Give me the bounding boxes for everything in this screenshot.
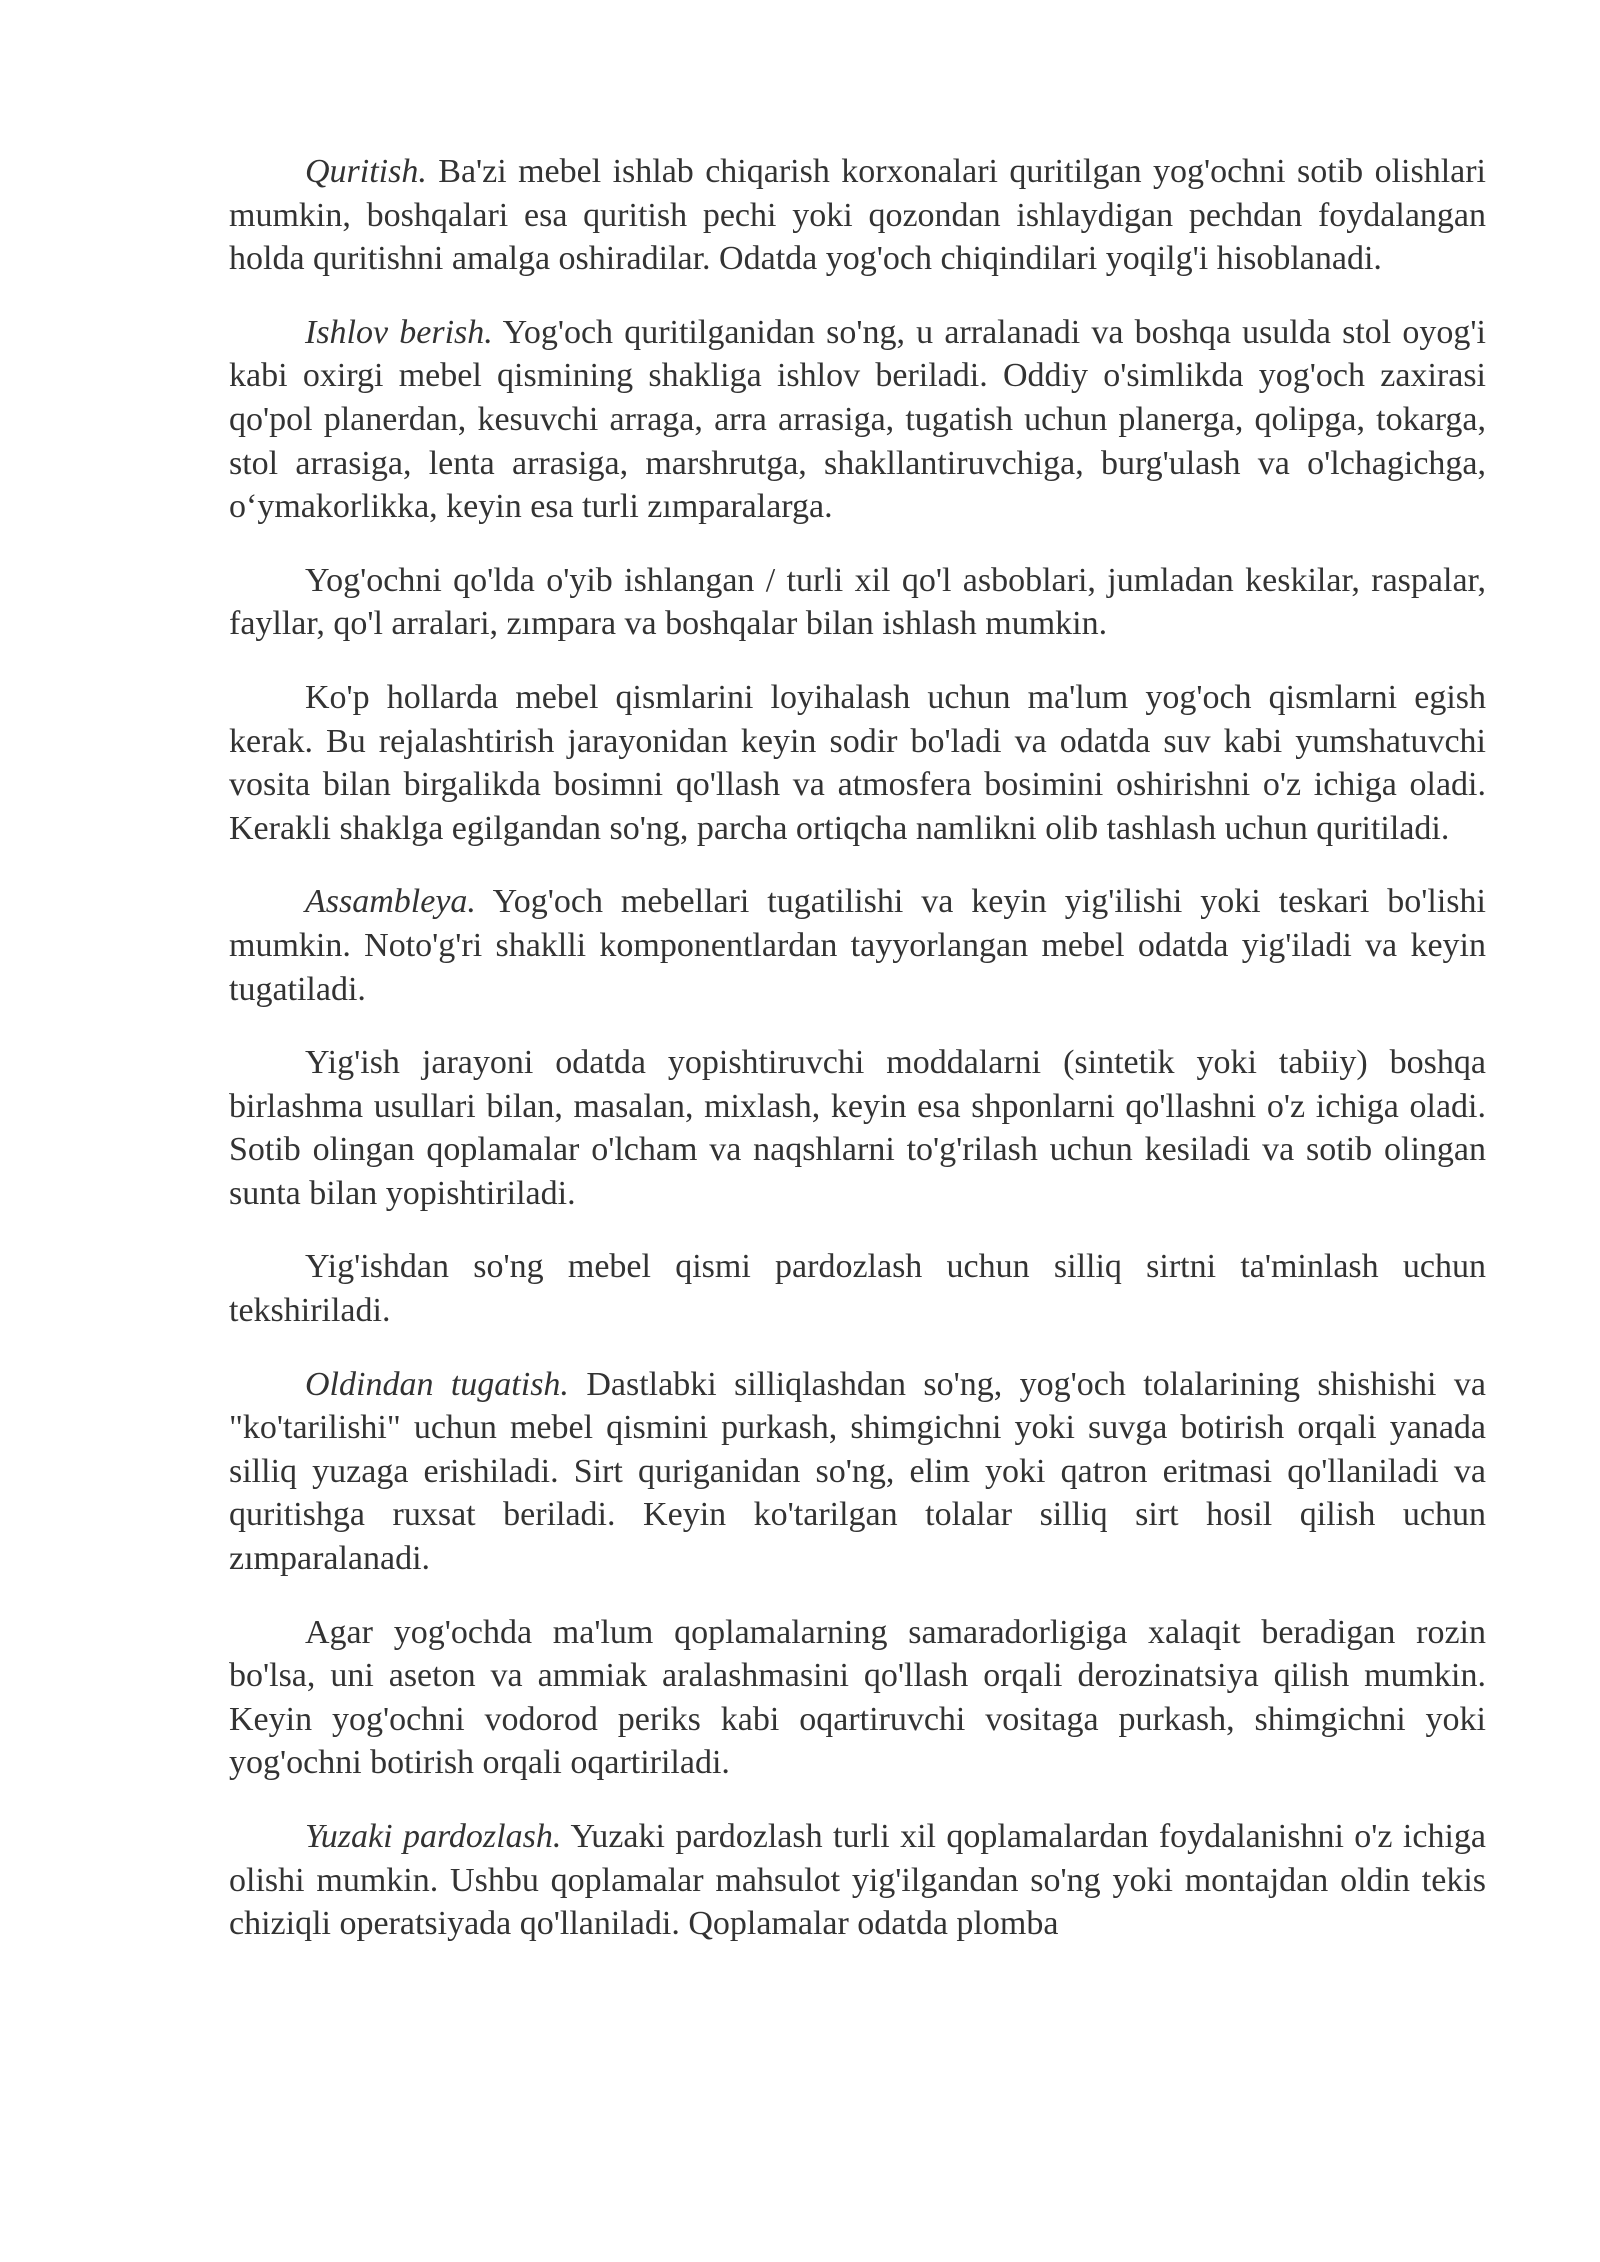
paragraph-derosination xyxy=(229,1611,1486,1785)
paragraph-text: Yog'och quritilganidan so'ng, u arralanadi va boshqa usulda stol oyog'i kabi oxirgi mebel qismining shakliga ishlov beriladi. Oddiy o'simlikda yog'och zaxirasi qo'pol planerdan, kesuvchi arraga, arra arrasiga, tugatish uchun planerga, qolipga, tokarga, stol arrasiga, lenta arrasiga, marshrutga, shakllantiruvchiga, burg'ulash va o'lchagichga, o‘ymakorlikka, keyin esa turli zımparalarga. xyxy=(229,313,1486,526)
paragraph-text: Yog'och mebellari tugatilishi va keyin yig'ilishi yoki teskari bo'lishi mumkin. Noto'g'ri shaklli komponentlardan tayyorlangan mebel odatda yig'iladi va keyin tugatiladi. xyxy=(229,883,1486,1008)
paragraph-lead: Assambleya. xyxy=(305,883,476,921)
paragraph-text: Yuzaki pardozlash turli xil qoplamalardan foydalanishni o'z ichiga olishi mumkin. Ushbu qoplamalar mahsulot yig'ilgandan so'ng yoki montajdan oldin tekis chiziqli operatsiyada qo'llaniladi. Qoplamalar odatda plomba xyxy=(229,1818,1487,1943)
paragraph-lead: Oldindan tugatish. xyxy=(305,1365,569,1403)
paragraph-text: Dastlabki silliqlashdan so'ng, yog'och tolalarining shishishi va "ko'tarilishi" uchun mebel qismini purkash, shimgichni yoki suvga botirish orqali yanada silliq yuzaga erishiladi. Sirt quriganidan so'ng, elim yoki qatron eritmasi qo'llaniladi va quritishga ruxsat beriladi. Keyin ko'tarilgan tolalar silliq sirt hosil qilish uchun zımparalanadi. xyxy=(229,1365,1486,1578)
paragraph-oldindan-tugatish xyxy=(229,1363,1486,1581)
paragraph-text: Yog'ochni qo'lda o'yib ishlangan / turli xil qo'l asboblari, jumladan keskilar, raspalar, fayllar, qo'l arralari, zımpara va boshqalar bilan ishlash mumkin. xyxy=(229,561,1486,643)
paragraph-lead: Ishlov berish. xyxy=(305,313,493,351)
paragraph-yuzaki-pardozlash xyxy=(229,1815,1486,1946)
paragraph-bending xyxy=(229,676,1486,850)
paragraph-text: Yig'ish jarayoni odatda yopishtiruvchi moddalarni (sintetik yoki tabiiy) boshqa birlashma usullari bilan, masalan, mixlash, keyin esa shponlarni qo'llashni o'z ichiga oladi. Sotib olingan qoplamalar o'lcham va naqshlarni to'g'rilash uchun kesiladi va sotib olingan sunta bilan yopishtiriladi. xyxy=(229,1044,1486,1212)
paragraph-lead: Quritish. xyxy=(305,153,427,190)
paragraph-quritish xyxy=(229,150,1486,281)
paragraph-text: Agar yog'ochda ma'lum qoplamalarning samaradorligiga xalaqit beradigan rozin bo'lsa, uni aseton va ammiak aralashmasini qo'llash orqali derozinatsiya qilish mumkin. Keyin yog'ochni vodorod periks kabi oqartiruvchi vositaga purkash, shimgichni yoki yog'ochni botirish orqali oqartiriladi. xyxy=(229,1613,1486,1782)
paragraph-text: Ba'zi mebel ishlab chiqarish korxonalari quritilgan yog'ochni sotib olishlari mumkin, boshqalari esa quritish pechi yoki qozondan ishlaydigan pechdan foydalangan holda quritishni amalga oshiradilar. Odatda yog'och chiqindilari yoqilg'i hisoblanadi. xyxy=(229,153,1486,278)
paragraph-lead: Yuzaki pardozlash. xyxy=(305,1818,562,1855)
paragraph-assambleya xyxy=(229,880,1486,1011)
paragraph-text: Ko'p hollarda mebel qismlarini loyihalash uchun ma'lum yog'och qismlarni egish kerak. Bu rejalashtirish jarayonidan keyin sodir bo'ladi va odatda suv kabi yumshatuvchi vosita bilan birgalikda bosimni qo'llash va atmosfera bosimini oshirishni o'z ichiga oladi. Kerakli shaklga egilgandan so'ng, parcha ortiqcha namlikni olib tashlash uchun quritiladi. xyxy=(229,678,1486,847)
paragraph-assembly-process xyxy=(229,1041,1486,1215)
paragraph-hand-tools xyxy=(229,559,1486,646)
paragraph-ishlov-berish xyxy=(229,311,1486,529)
paragraph-inspection xyxy=(229,1245,1486,1332)
document-page xyxy=(229,150,1486,1976)
paragraph-text: Yig'ishdan so'ng mebel qismi pardozlash uchun silliq sirtni ta'minlash uchun tekshiriladi. xyxy=(229,1248,1486,1330)
